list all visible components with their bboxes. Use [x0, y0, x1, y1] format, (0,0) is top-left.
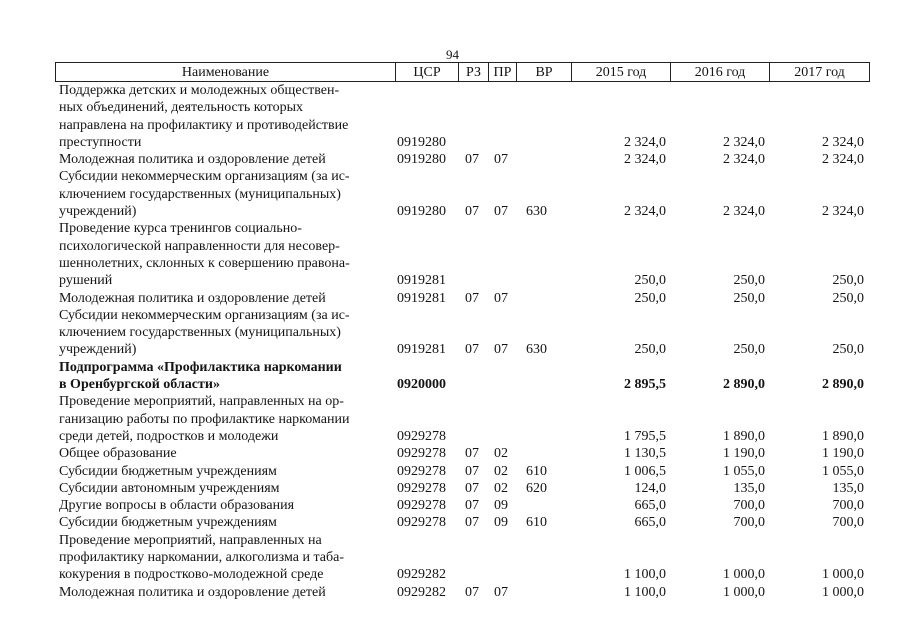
row-vr: 610: [526, 515, 547, 531]
row-pr: 07: [494, 152, 508, 168]
row-rz: 07: [465, 342, 479, 358]
row-2016: 700,0: [733, 515, 765, 531]
table-row: [55, 532, 870, 584]
row-name-line: учреждений): [59, 342, 137, 358]
row-2016: 250,0: [733, 290, 765, 306]
row-name: [55, 445, 395, 462]
header-2017: 2017 год: [794, 65, 845, 80]
row-csr: 0919281: [397, 273, 446, 289]
row-csr: 0919280: [397, 152, 446, 168]
row-2015: 665,0: [634, 498, 666, 514]
row-name: [55, 82, 395, 151]
row-csr: 0929278: [397, 515, 446, 531]
row-vr: 630: [526, 204, 547, 220]
row-name: [55, 307, 395, 359]
row-2016: 2 890,0: [723, 377, 765, 393]
row-name-line: кокурения в подростково-молодежной среде: [59, 567, 324, 583]
row-name-line: Субсидии бюджетным учреждениям: [59, 463, 277, 479]
row-name-line: Субсидии некоммерческим организациям (за ис-: [59, 169, 350, 185]
table-row: [55, 151, 870, 168]
row-2017: 1 000,0: [822, 584, 864, 600]
row-2017: 2 324,0: [822, 134, 864, 150]
row-2016: 700,0: [733, 498, 765, 514]
row-2015: 2 324,0: [624, 134, 666, 150]
row-name-line: Поддержка детских и молодежных обществен-: [59, 83, 340, 98]
row-name-line: преступности: [59, 134, 142, 150]
header-pr: ПР: [489, 63, 517, 81]
row-name: [55, 168, 395, 220]
row-csr: 0929278: [397, 446, 446, 462]
row-name-line: направлена на профилактику и противодействие: [59, 117, 349, 133]
row-2017: 2 324,0: [822, 152, 864, 168]
row-rz: 07: [465, 480, 479, 496]
row-2016: 1 000,0: [723, 567, 765, 583]
row-2015: 1 100,0: [624, 584, 666, 600]
row-2017: 2 890,0: [822, 377, 864, 393]
row-2015: 1 130,5: [624, 446, 666, 462]
table-header: [55, 62, 870, 82]
row-pr: 09: [494, 515, 508, 531]
row-csr: 0929278: [397, 480, 446, 496]
row-pr: 09: [494, 498, 508, 514]
row-2015: 1 795,5: [624, 428, 666, 444]
budget-table: [55, 62, 870, 601]
row-rz: 07: [465, 290, 479, 306]
row-csr: 0919281: [397, 342, 446, 358]
row-name-line: профилактику наркомании, алкоголизма и таба-: [59, 550, 344, 566]
row-2015: 250,0: [634, 290, 666, 306]
table-row: [55, 463, 870, 480]
row-name-line: Молодежная политика и оздоровление детей: [59, 290, 326, 306]
row-name-line: Общее образование: [59, 446, 177, 462]
table-row: [55, 445, 870, 462]
row-csr: 0929282: [397, 584, 446, 600]
row-csr: 0920000: [397, 377, 446, 393]
row-name-line: психологической направленности для несовер-: [59, 238, 340, 254]
table-row: [55, 290, 870, 307]
row-name-line: Проведение курса тренингов социально-: [59, 221, 302, 237]
row-2017: 250,0: [832, 342, 864, 358]
row-pr: 07: [494, 290, 508, 306]
table-body: [55, 82, 870, 601]
header-name: Наименование: [56, 63, 396, 81]
header-vr: ВР: [517, 63, 572, 81]
row-name-line: Молодежная политика и оздоровление детей: [59, 584, 326, 600]
row-name: [55, 480, 395, 497]
row-2017: 135,0: [832, 480, 864, 496]
row-name: [55, 290, 395, 307]
row-2017: 1 000,0: [822, 567, 864, 583]
row-name-line: Субсидии автономным учреждениям: [59, 480, 280, 496]
row-2016: 2 324,0: [723, 152, 765, 168]
row-name: [55, 584, 395, 601]
table-row: [55, 307, 870, 359]
row-rz: 07: [465, 584, 479, 600]
header-csr: ЦСР: [396, 63, 459, 81]
row-name-line: ных объединений, деятельность которых: [59, 100, 304, 116]
table-row: [55, 82, 870, 151]
row-2017: 1 190,0: [822, 446, 864, 462]
row-2015: 665,0: [634, 515, 666, 531]
row-2015: 1 100,0: [624, 567, 666, 583]
row-name-line: среди детей, подростков и молодежи: [59, 428, 279, 444]
table-row: [55, 220, 870, 289]
table-row: [55, 393, 870, 445]
row-2016: 1 055,0: [723, 463, 765, 479]
row-name-line: Проведение мероприятий, направленных на ор-: [59, 394, 344, 410]
row-name-line: учреждений): [59, 204, 137, 220]
row-name-line: Проведение мероприятий, направленных на: [59, 532, 322, 548]
row-name-line: шеннолетних, склонных к совершению правона-: [59, 255, 350, 271]
row-pr: 07: [494, 204, 508, 220]
row-2015: 2 324,0: [624, 152, 666, 168]
header-2015: 2015 год: [572, 63, 671, 81]
row-2017: 2 324,0: [822, 204, 864, 220]
table-row: [55, 514, 870, 531]
row-pr: 07: [494, 584, 508, 600]
row-2017: 250,0: [832, 290, 864, 306]
row-2017: 700,0: [832, 515, 864, 531]
row-name: [55, 393, 395, 445]
row-pr: 02: [494, 480, 508, 496]
row-vr: 630: [526, 342, 547, 358]
row-2015: 2 324,0: [624, 204, 666, 220]
table-row: [55, 168, 870, 220]
row-name: [55, 220, 395, 289]
row-2016: 2 324,0: [723, 134, 765, 150]
row-name-line: Субсидии бюджетным учреждениям: [59, 515, 277, 531]
row-pr: 02: [494, 463, 508, 479]
table-row: [55, 497, 870, 514]
row-rz: 07: [465, 515, 479, 531]
row-name-line: ганизацию работы по профилактике наркомании: [59, 411, 350, 427]
row-name: [55, 514, 395, 531]
row-csr: 0929282: [397, 567, 446, 583]
row-2016: 250,0: [733, 342, 765, 358]
row-name-line: Другие вопросы в области образования: [59, 498, 295, 514]
row-2016: 2 324,0: [723, 204, 765, 220]
row-name-line: в Оренбургской области»: [59, 377, 220, 393]
row-2017: 700,0: [832, 498, 864, 514]
row-rz: 07: [465, 463, 479, 479]
table-row: [55, 480, 870, 497]
row-rz: 07: [465, 498, 479, 514]
row-2016: 1 190,0: [723, 446, 765, 462]
row-name: [55, 151, 395, 168]
row-rz: 07: [465, 446, 479, 462]
row-name-line: ключением государственных (муниципальных): [59, 325, 341, 341]
row-2015: 124,0: [634, 480, 666, 496]
row-name-line: Субсидии некоммерческим организациям (за ис-: [59, 307, 350, 323]
row-2016: 135,0: [733, 480, 765, 496]
row-name: [55, 497, 395, 514]
header-rz: РЗ: [459, 63, 489, 81]
row-2017: 1 055,0: [822, 463, 864, 479]
page-number: 94: [446, 47, 459, 62]
row-2017: 1 890,0: [822, 428, 864, 444]
row-name-line: Подпрограмма «Профилактика наркомании: [59, 359, 342, 375]
row-name-line: Молодежная политика и оздоровление детей: [59, 152, 326, 168]
row-csr: 0919280: [397, 134, 446, 150]
row-pr: 07: [494, 342, 508, 358]
row-2016: 1 000,0: [723, 584, 765, 600]
row-2016: 250,0: [733, 273, 765, 289]
row-csr: 0929278: [397, 463, 446, 479]
row-2016: 1 890,0: [723, 428, 765, 444]
row-rz: 07: [465, 204, 479, 220]
row-csr: 0919281: [397, 290, 446, 306]
row-csr: 0929278: [397, 428, 446, 444]
row-rz: 07: [465, 152, 479, 168]
row-csr: 0929278: [397, 498, 446, 514]
row-2015: 250,0: [634, 342, 666, 358]
row-name: [55, 532, 395, 584]
row-vr: 620: [526, 480, 547, 496]
row-csr: 0919280: [397, 204, 446, 220]
row-vr: 610: [526, 463, 547, 479]
row-2015: 1 006,5: [624, 463, 666, 479]
table-row: [55, 359, 870, 394]
row-name: [55, 463, 395, 480]
row-2015: 250,0: [634, 273, 666, 289]
row-name-line: ключением государственных (муниципальных): [59, 186, 341, 202]
row-2015: 2 895,5: [624, 377, 666, 393]
row-2017: 250,0: [832, 273, 864, 289]
header-2016: 2016 год: [671, 63, 770, 81]
table-row: [55, 584, 870, 601]
row-name: [55, 359, 395, 394]
row-pr: 02: [494, 446, 508, 462]
row-name-line: рушений: [59, 273, 113, 289]
